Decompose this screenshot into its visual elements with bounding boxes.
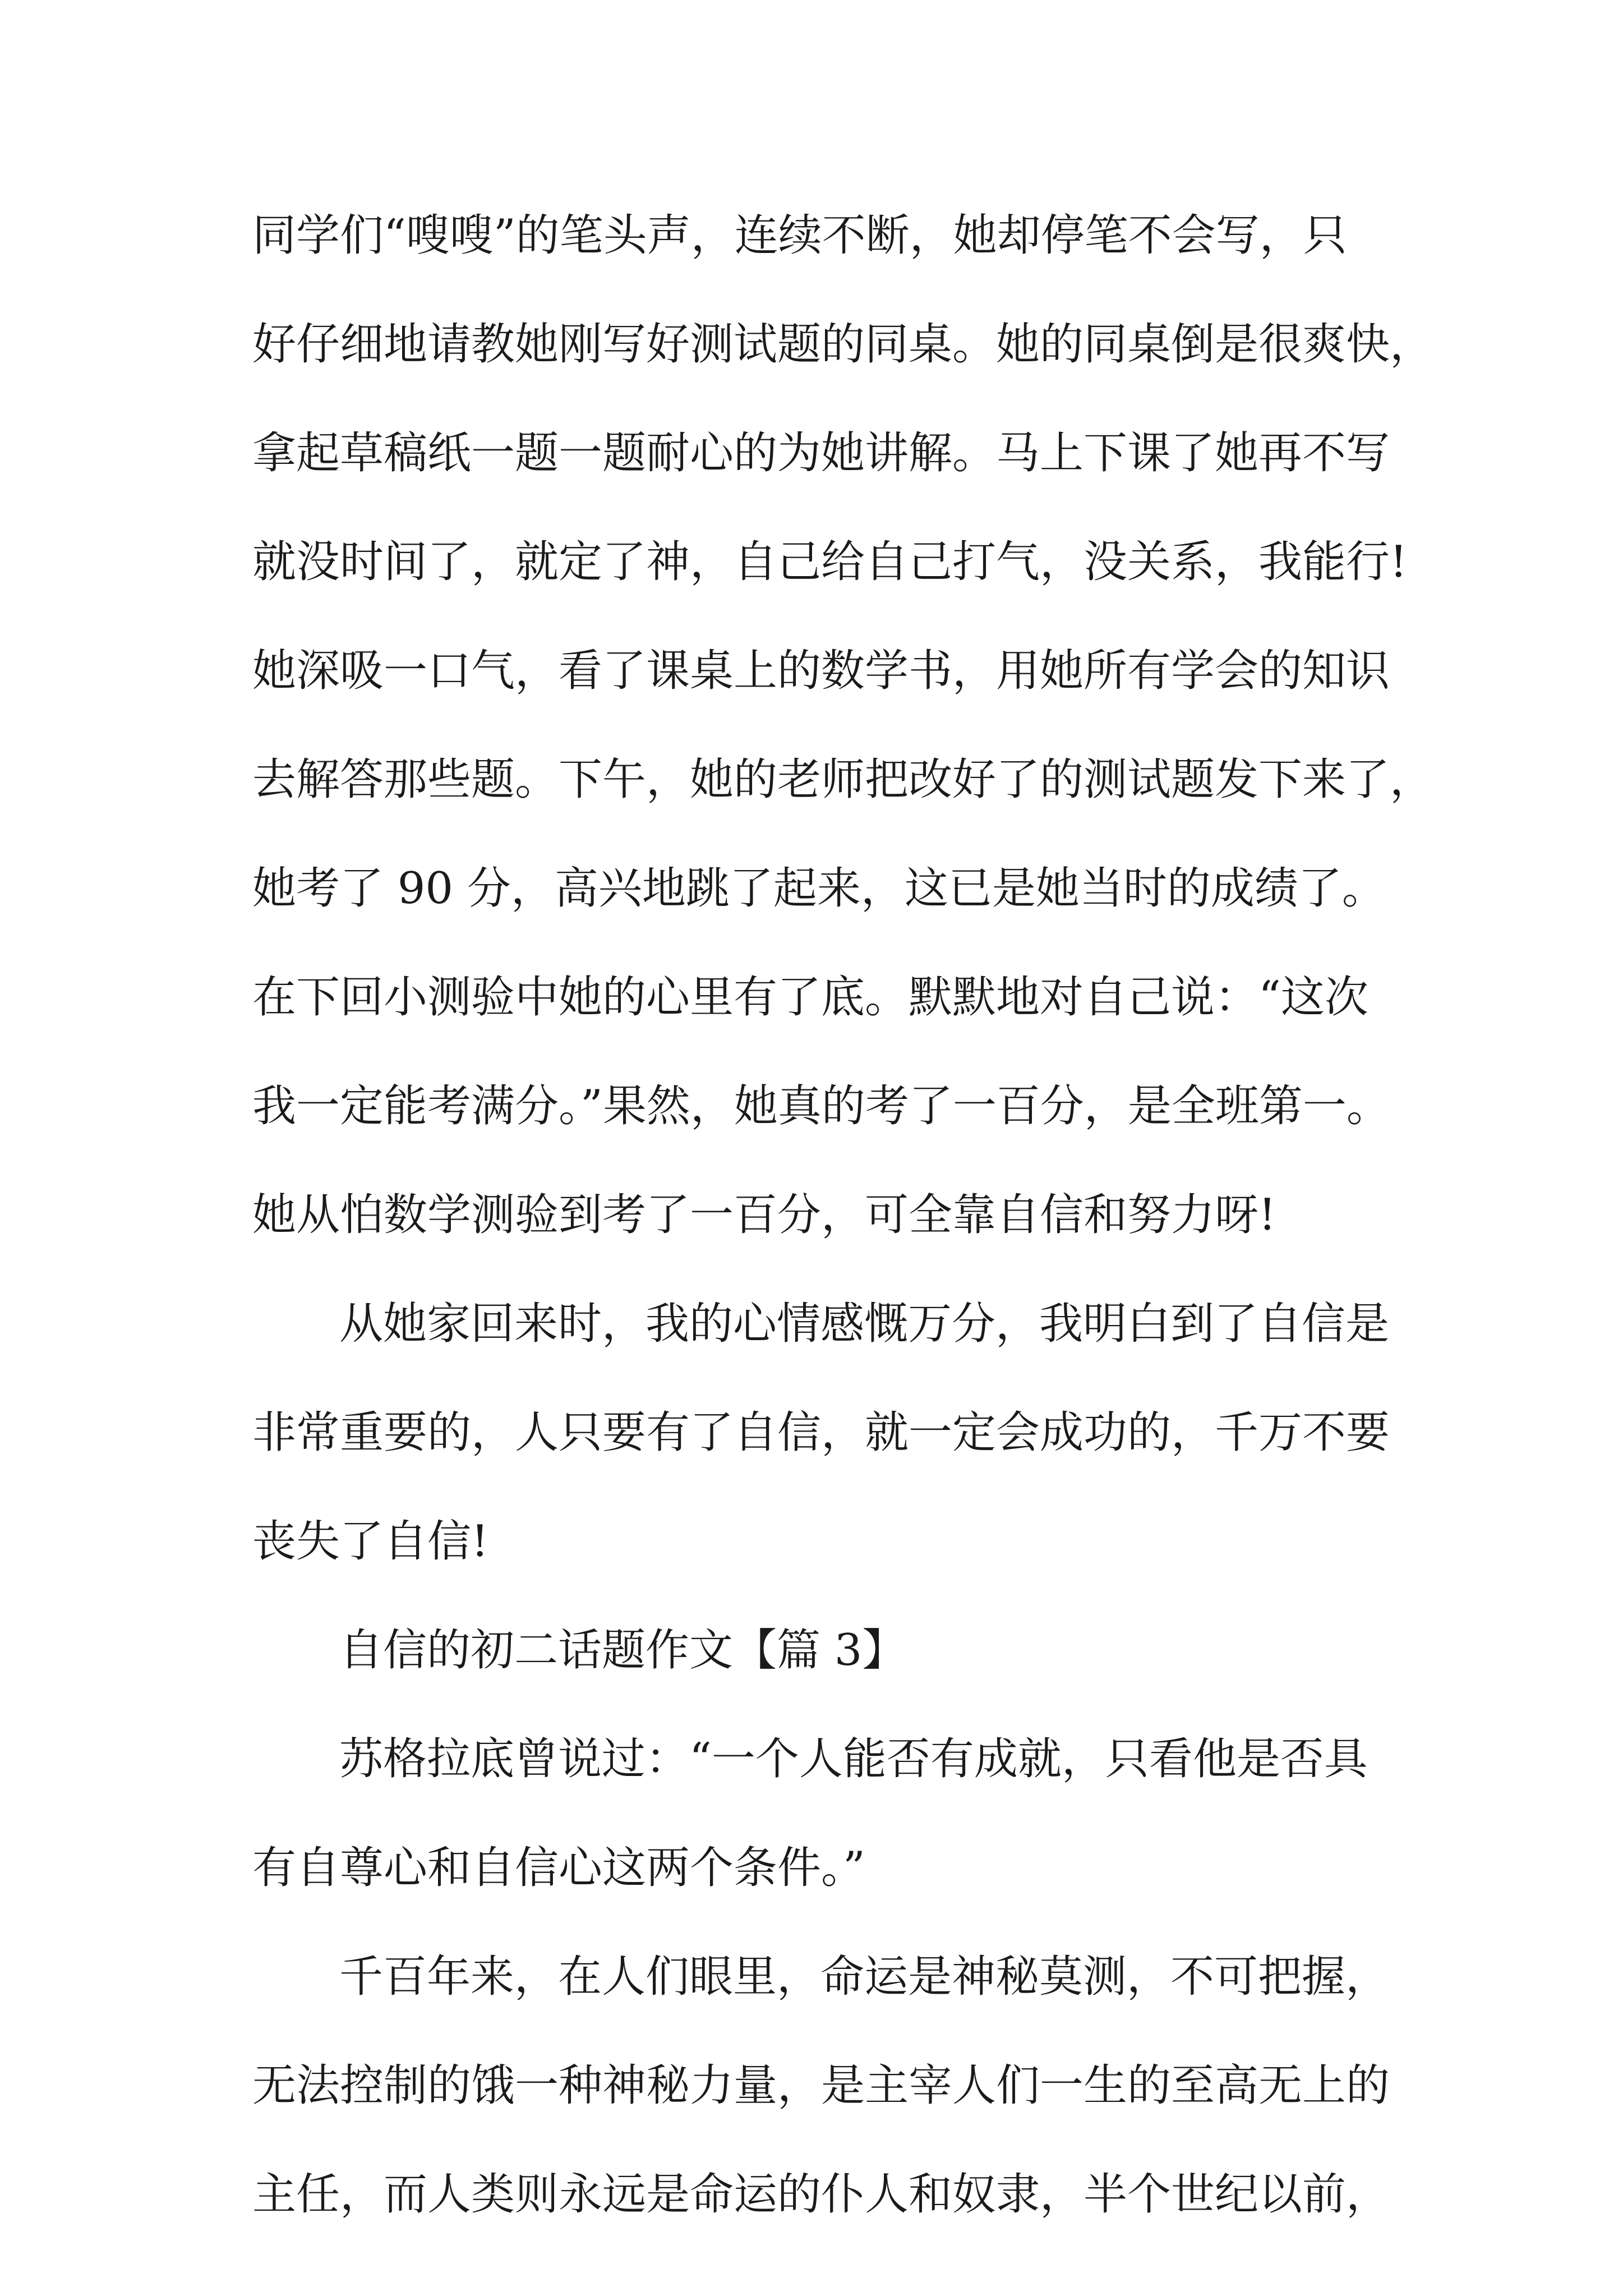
text-line: 无法控制的饿一种神秘力量，是主宰人们一生的至高无上的 bbox=[252, 2060, 1390, 2111]
paragraph-first-line: 苏格拉底曾说过：“一个人能否有成就，只看他是否具 bbox=[339, 1734, 1368, 1784]
text-line: 非常重要的，人只要有了自信，就一定会成功的，千万不要 bbox=[252, 1407, 1390, 1458]
text-line: 在下回小测验中她的心里有了底。默默地对自己说：“这次 bbox=[252, 972, 1368, 1023]
text-line: 她深吸一口气，看了课桌上的数学书，用她所有学会的知识 bbox=[252, 646, 1390, 696]
text-line: 去解答那些题。下午，她的老师把改好了的测试题发下来了， bbox=[252, 754, 1434, 805]
text-line: 主任，而人类则永远是命运的仆人和奴隶，半个世纪以前， bbox=[252, 2169, 1390, 2220]
text-line: 拿起草稿纸一题一题耐心的为她讲解。马上下课了她再不写 bbox=[252, 428, 1390, 478]
text-line: 好仔细地请教她刚写好测试题的同桌。她的同桌倒是很爽快， bbox=[252, 319, 1434, 370]
section-heading: 自信的初二话题作文【篇 3】 bbox=[339, 1625, 906, 1676]
text-line: 同学们“嗖嗖”的笔头声，连续不断，她却停笔不会写，只 bbox=[252, 210, 1347, 261]
text-line: 就没时间了，就定了神，自己给自己打气，没关系，我能行! bbox=[252, 537, 1408, 587]
paragraph-first-line: 千百年来，在人们眼里，命运是神秘莫测，不可把握， bbox=[339, 1952, 1390, 2002]
text-line: 我一定能考满分。”果然，她真的考了一百分，是全班第一。 bbox=[252, 1081, 1390, 1131]
text-line: 有自尊心和自信心这两个条件。” bbox=[252, 1843, 865, 1893]
text-line: 她考了 90 分，高兴地跳了起来，这已是她当时的成绩了。 bbox=[252, 863, 1386, 914]
text-line: 丧失了自信! bbox=[252, 1516, 489, 1567]
text-line: 她从怕数学测验到考了一百分，可全靠自信和努力呀! bbox=[252, 1190, 1276, 1240]
paragraph-first-line: 从她家回来时，我的心情感慨万分，我明白到了自信是 bbox=[339, 1299, 1390, 1349]
